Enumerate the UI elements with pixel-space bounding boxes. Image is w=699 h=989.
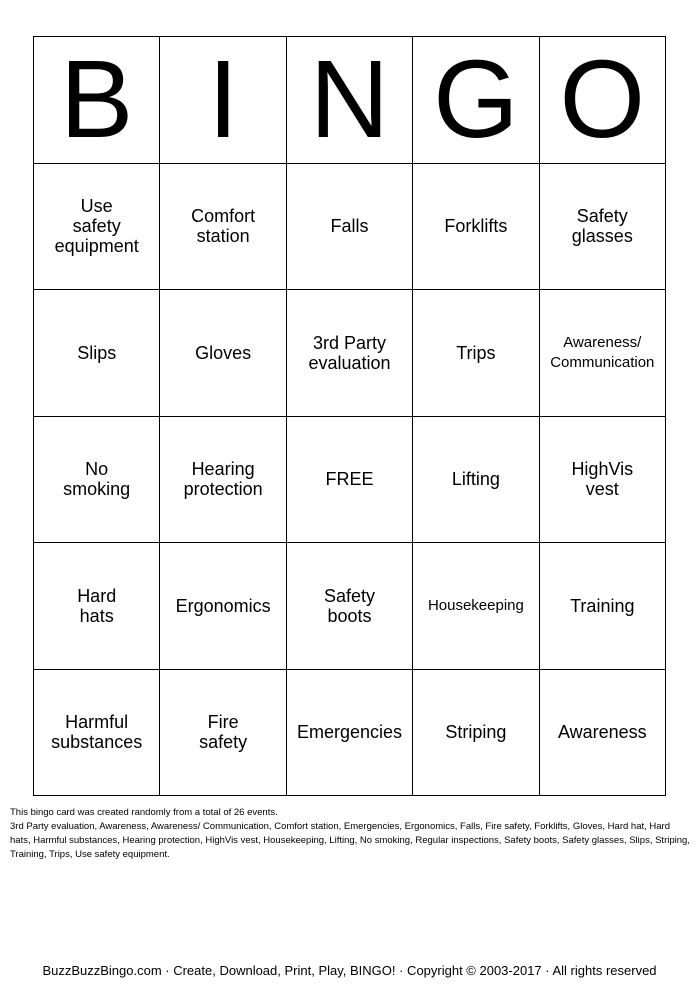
header-letter-g: G bbox=[413, 37, 539, 164]
bingo-cell: Trips bbox=[413, 290, 539, 417]
bingo-cell: Training bbox=[540, 543, 666, 670]
bingo-cell: Forklifts bbox=[413, 164, 539, 291]
bingo-cell: 3rd Party evaluation bbox=[287, 290, 413, 417]
bingo-cell: Fire safety bbox=[160, 670, 286, 797]
bingo-card bbox=[33, 36, 666, 796]
notes-event-list: 3rd Party evaluation, Awareness, Awareness/ Communication, Comfort station, Emergencies, Ergonomics, Falls, Fire safety, Forklifts, Gloves, Hard hat, Hard hats, Harmful substances, Hearing protection, HighVis vest, Housekeeping, Lifting, No smoking, Regular inspections, Safety boots, Safety glasses, Slips, Striping, Training, Trips, Use safety equipment. bbox=[10, 821, 690, 860]
bingo-cell: Hearing protection bbox=[160, 417, 286, 544]
bingo-cell: Safety glasses bbox=[540, 164, 666, 291]
bingo-cell: Safety boots bbox=[287, 543, 413, 670]
bingo-cell: Use safety equipment bbox=[34, 164, 160, 291]
notes-intro: This bingo card was created randomly from a total of 26 events. bbox=[10, 807, 278, 818]
bingo-cell: No smoking bbox=[34, 417, 160, 544]
bingo-cell: Hard hats bbox=[34, 543, 160, 670]
bingo-cell: Falls bbox=[287, 164, 413, 291]
bingo-cell: Gloves bbox=[160, 290, 286, 417]
bingo-cell: Emergencies bbox=[287, 670, 413, 797]
free-space-cell: FREE bbox=[287, 417, 413, 544]
bingo-cell: Housekeeping bbox=[413, 543, 539, 670]
bingo-cell: Comfort station bbox=[160, 164, 286, 291]
bingo-cell: HighVis vest bbox=[540, 417, 666, 544]
bingo-cell: Awareness bbox=[540, 670, 666, 797]
header-letter-b: B bbox=[34, 37, 160, 164]
header-letter-n: N bbox=[287, 37, 413, 164]
bingo-cell: Lifting bbox=[413, 417, 539, 544]
header-letter-o: O bbox=[540, 37, 666, 164]
footer-credit: BuzzBuzzBingo.com · Create, Download, Print, Play, BINGO! · Copyright © 2003-2017 · All rights reserved bbox=[42, 963, 657, 978]
bingo-cell: Harmful substances bbox=[34, 670, 160, 797]
bingo-cell: Slips bbox=[34, 290, 160, 417]
card-notes bbox=[10, 806, 690, 862]
header-letter-i: I bbox=[160, 37, 286, 164]
bingo-cell: Awareness/ Communication bbox=[540, 290, 666, 417]
bingo-cell: Ergonomics bbox=[160, 543, 286, 670]
bingo-cell: Striping bbox=[413, 670, 539, 797]
